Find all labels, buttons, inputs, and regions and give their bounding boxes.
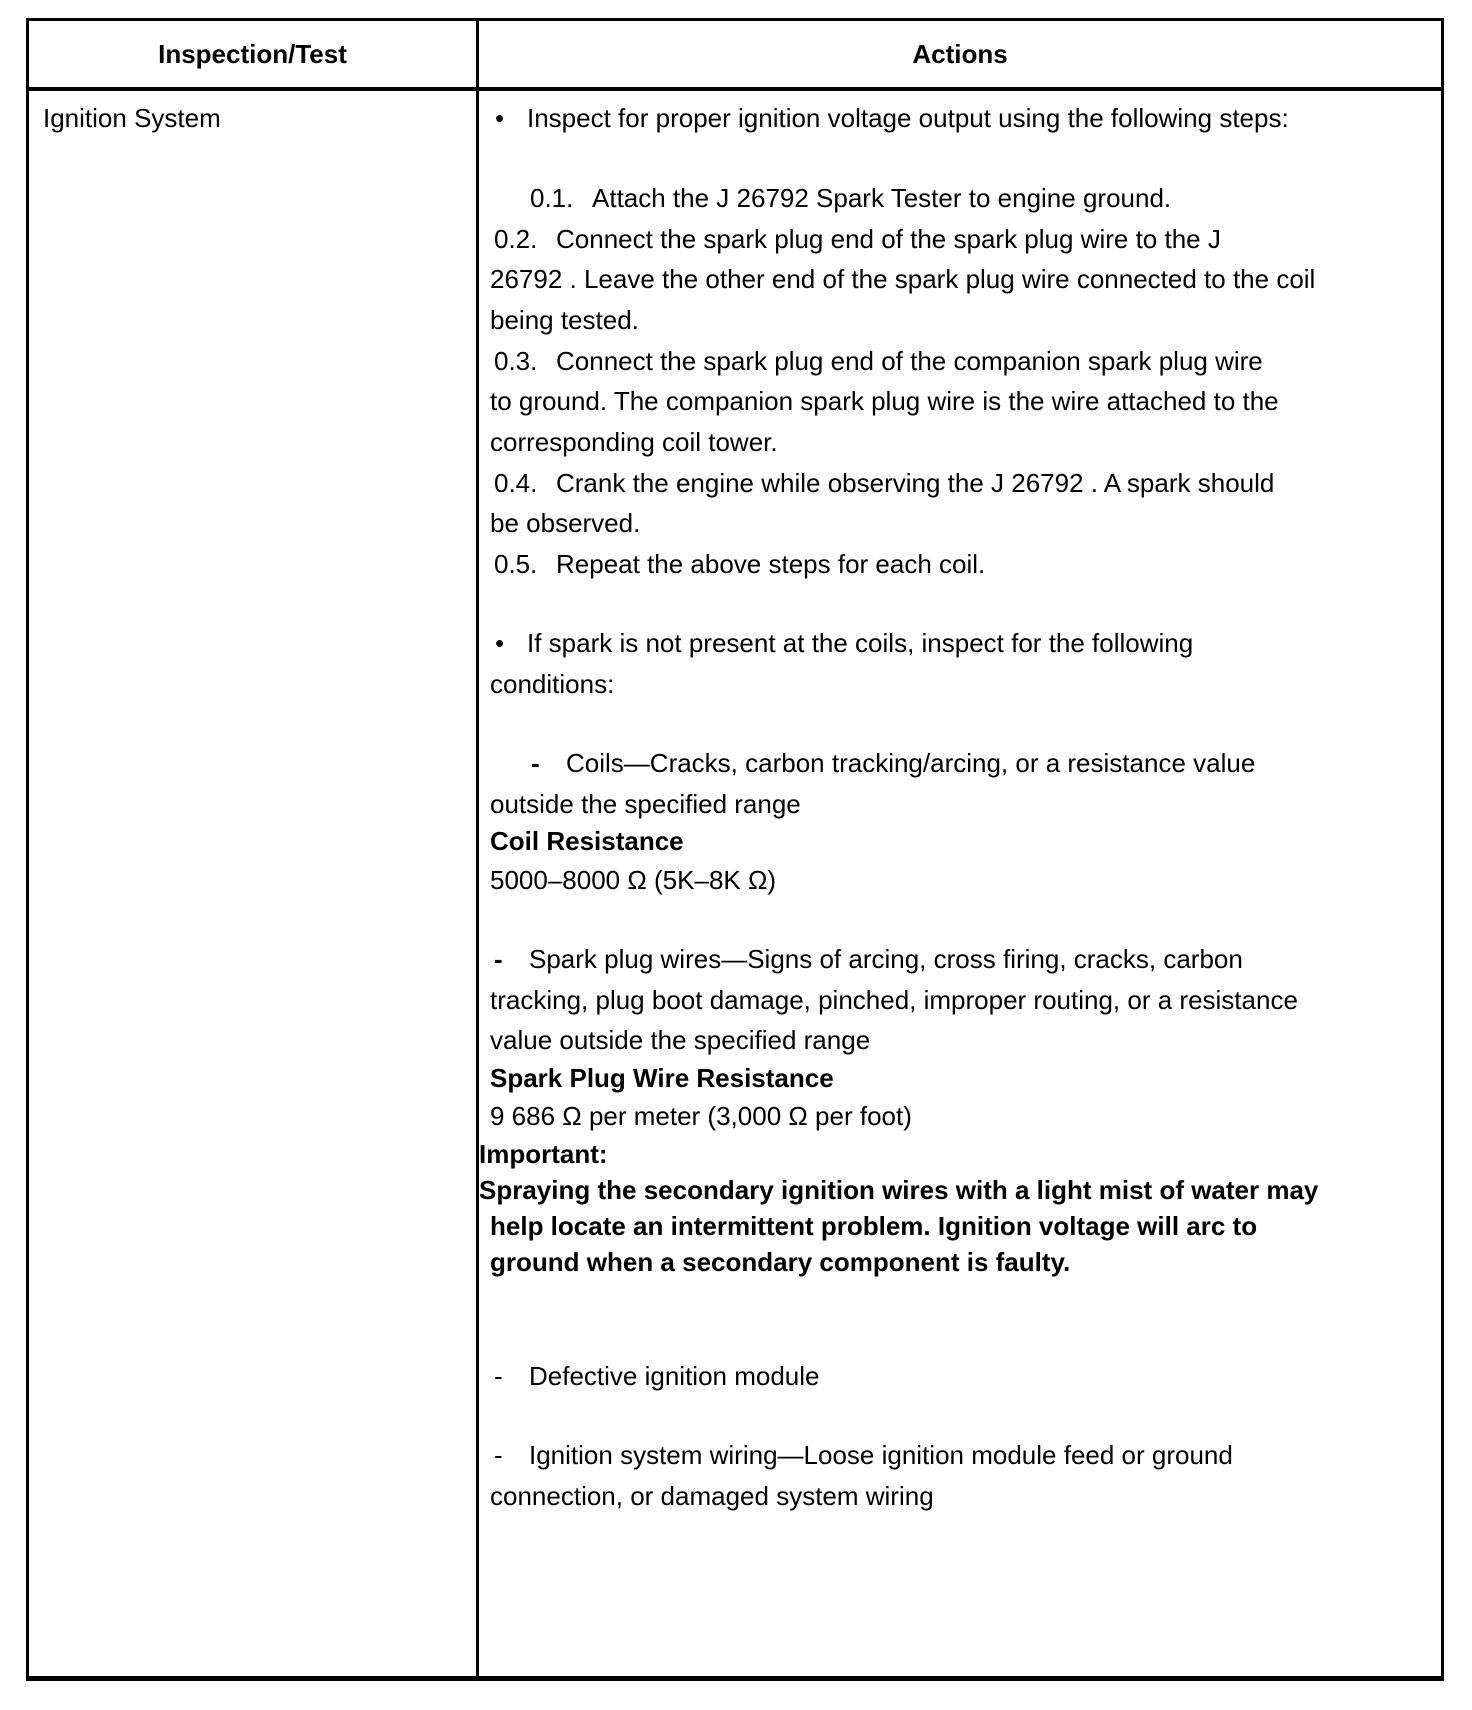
step-1-num: 0.1. <box>530 183 574 213</box>
inspection-cell: Ignition System <box>43 103 221 133</box>
wiring-line-2: connection, or damaged system wiring <box>490 1481 934 1511</box>
wire-resistance-value: 9 686 Ω per meter (3,000 Ω per foot) <box>490 1101 912 1131</box>
step-2-line-2: 26792 . Leave the other end of the spark plug wire connected to the coil <box>490 264 1316 294</box>
dash-icon: - <box>494 1361 503 1391</box>
important-line-2: help locate an intermittent problem. Ignition voltage will arc to <box>490 1211 1258 1241</box>
wires-line-3: value outside the specified range <box>490 1025 871 1055</box>
dash-icon: - <box>494 1440 503 1470</box>
dash-icon: - <box>494 944 503 974</box>
step-4-line-1: Crank the engine while observing the J 26792 . A spark should <box>556 468 1275 498</box>
step-3-line-1: Connect the spark plug end of the companion spark plug wire <box>556 346 1263 376</box>
wires-line-2: tracking, plug boot damage, pinched, improper routing, or a resistance <box>490 985 1298 1015</box>
coils-line-2: outside the specified range <box>490 789 801 819</box>
module-text: Defective ignition module <box>529 1361 820 1391</box>
step-3-line-3: corresponding coil tower. <box>490 427 778 457</box>
important-label: Important: <box>479 1139 608 1169</box>
wires-line-1: Spark plug wires—Signs of arcing, cross firing, cracks, carbon <box>529 944 1243 974</box>
step-2-line-3: being tested. <box>490 305 639 335</box>
dash-icon: - <box>531 748 540 778</box>
bullet-1-text: Inspect for proper ignition voltage output using the following steps: <box>527 103 1289 133</box>
step-4-line-2: be observed. <box>490 508 641 538</box>
header-rule <box>29 87 1441 91</box>
coils-line-1: Coils—Cracks, carbon tracking/arcing, or a resistance value <box>566 748 1256 778</box>
step-4-num: 0.4. <box>494 468 538 498</box>
step-5-num: 0.5. <box>494 549 538 579</box>
important-line-3: ground when a secondary component is faulty. <box>490 1247 1071 1277</box>
step-3-num: 0.3. <box>494 346 538 376</box>
wire-resistance-label: Spark Plug Wire Resistance <box>490 1063 834 1093</box>
coil-resistance-value: 5000–8000 Ω (5K–8K Ω) <box>490 865 777 895</box>
bullet-icon: • <box>495 628 505 658</box>
header-inspection-test: Inspection/Test <box>158 38 347 69</box>
step-5-text: Repeat the above steps for each coil. <box>556 549 986 579</box>
step-1-text: Attach the J 26792 Spark Tester to engine ground. <box>592 183 1172 213</box>
step-2-num: 0.2. <box>494 224 538 254</box>
step-2-line-1: Connect the spark plug end of the spark plug wire to the J <box>556 224 1221 254</box>
header-actions: Actions <box>912 38 1008 69</box>
bullet-2-line-1: If spark is not present at the coils, inspect for the following <box>527 628 1194 658</box>
wiring-line-1: Ignition system wiring—Loose ignition module feed or ground <box>529 1440 1233 1470</box>
coil-resistance-label: Coil Resistance <box>490 826 684 856</box>
important-line-1: Spraying the secondary ignition wires with a light mist of water may <box>479 1175 1319 1205</box>
step-3-line-2: to ground. The companion spark plug wire is the wire attached to the <box>490 386 1279 416</box>
bullet-2-line-2: conditions: <box>490 669 615 699</box>
inspection-table <box>26 18 1444 1681</box>
column-divider <box>476 21 479 1676</box>
bullet-icon: • <box>495 103 505 133</box>
